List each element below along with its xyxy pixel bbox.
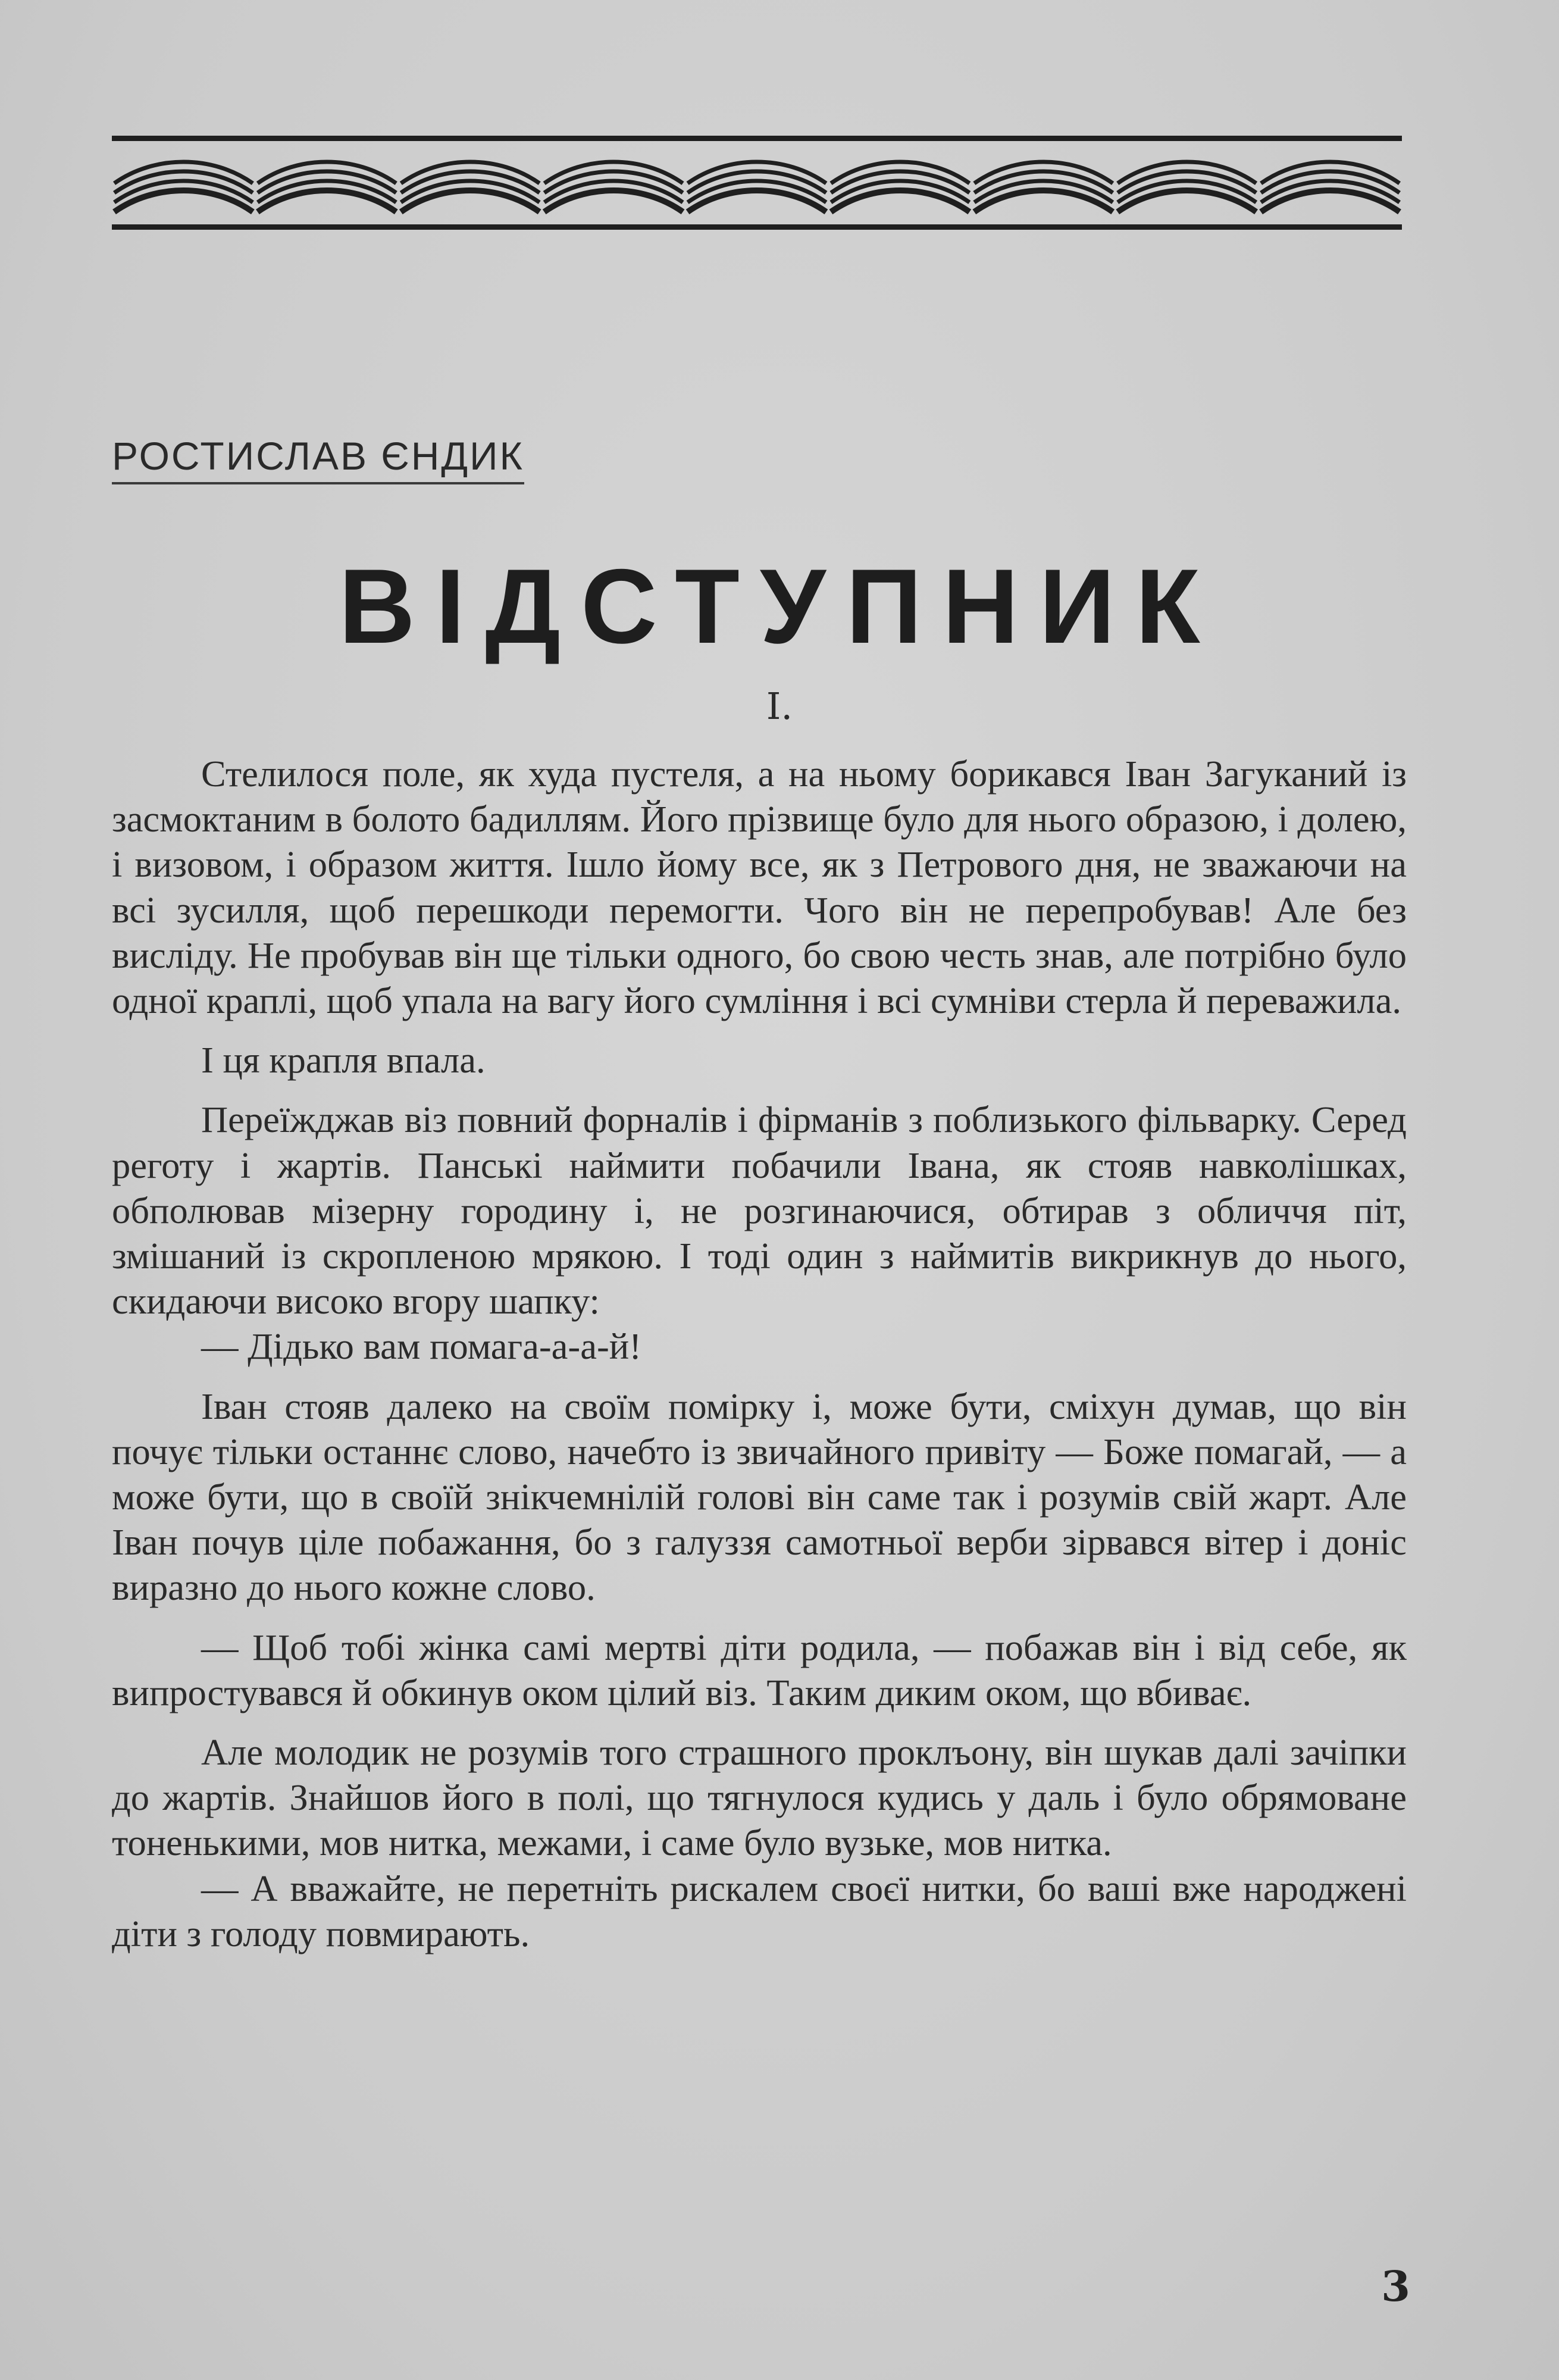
wave-stroke — [688, 190, 827, 212]
wave-stroke — [401, 190, 540, 212]
page-number: 3 — [1381, 2262, 1410, 2311]
wave-stroke — [258, 190, 396, 212]
author-name: РОСТИСЛАВ ЄНДИК — [112, 433, 524, 484]
paragraph: Але молодик не розумів того страшного проклъону, він шукав далі зачіпки до жартів. Знайшов його в полі, що тягнулося кудись у даль і було обрямоване тоненькими, мов нитка, межами, і саме було вузьке, мов нитка. — [112, 1731, 1407, 1864]
wave-stroke — [544, 190, 683, 212]
story-body — [112, 751, 1407, 1956]
wave-stroke — [974, 190, 1113, 212]
paragraph: Переїжджав віз повний форналів і фірманів з поблизького фільварку. Серед реготу і жартів. Панські наймити побачили Івана, як стояв навколішках, обполював мізерну городину і, не розгинаючися, обтирав з обличчя піт, змішаний із скропленою мрякою. І тоді один з наймитів викрикнув до нього, скидаючи високо вгору шапку: — [112, 1099, 1407, 1322]
paragraph: Стелилося поле, як худа пустеля, а на ньому борикався Іван Загуканий із засмоктаним в болото бадиллям. Його прізвище було для нього образою, і долею, і визовом, і образом життя. Ішло йому все, як з Петрового дня, не зважаючи на всі зусилля, щоб перешкоди перемогти. Чого він не перепробував! Але без висліду. Не пробував він ще тільки одного, бо свою честь знав, але потрібно було одної краплі, щоб упала на вагу його сумління і всі сумніви стерла й переважила. — [112, 753, 1407, 1022]
paragraph: — Дідько вам помага-а-а-й! — [201, 1325, 642, 1368]
chapter-number: І. — [766, 684, 793, 728]
paragraph: І ця крапля впала. — [201, 1039, 486, 1081]
decorative-wave-ornament — [112, 136, 1402, 230]
paragraph: — А вважайте, не перетніть рискалем своєї нитки, бо ваші вже народжені діти з голоду повмирають. — [112, 1867, 1407, 1954]
story-title: ВІДСТУПНИК — [339, 547, 1220, 665]
wave-stroke — [1117, 190, 1256, 212]
wave-stroke — [114, 190, 253, 212]
paragraph: — Щоб тобі жінка самі мертві діти родила, — побажав він і від себе, як випростувався й обкинув оком цілий віз. Таким диким оком, що вбиває. — [112, 1626, 1407, 1713]
wave-stroke — [831, 190, 969, 212]
paragraph: Іван стояв далеко на своїм помірку і, може бути, сміхун думав, що він почує тільки останнє слово, начебто із звичайного привіту — Боже помагай, — а може бути, що в своїй знікчемнілій голові він саме так і розумів свій жарт. Але Іван почув ціле побажання, бо з галуззя самотньої верби зірвався вітер і доніс виразно до нього кожне слово. — [112, 1385, 1407, 1609]
wave-stroke — [1261, 190, 1400, 212]
